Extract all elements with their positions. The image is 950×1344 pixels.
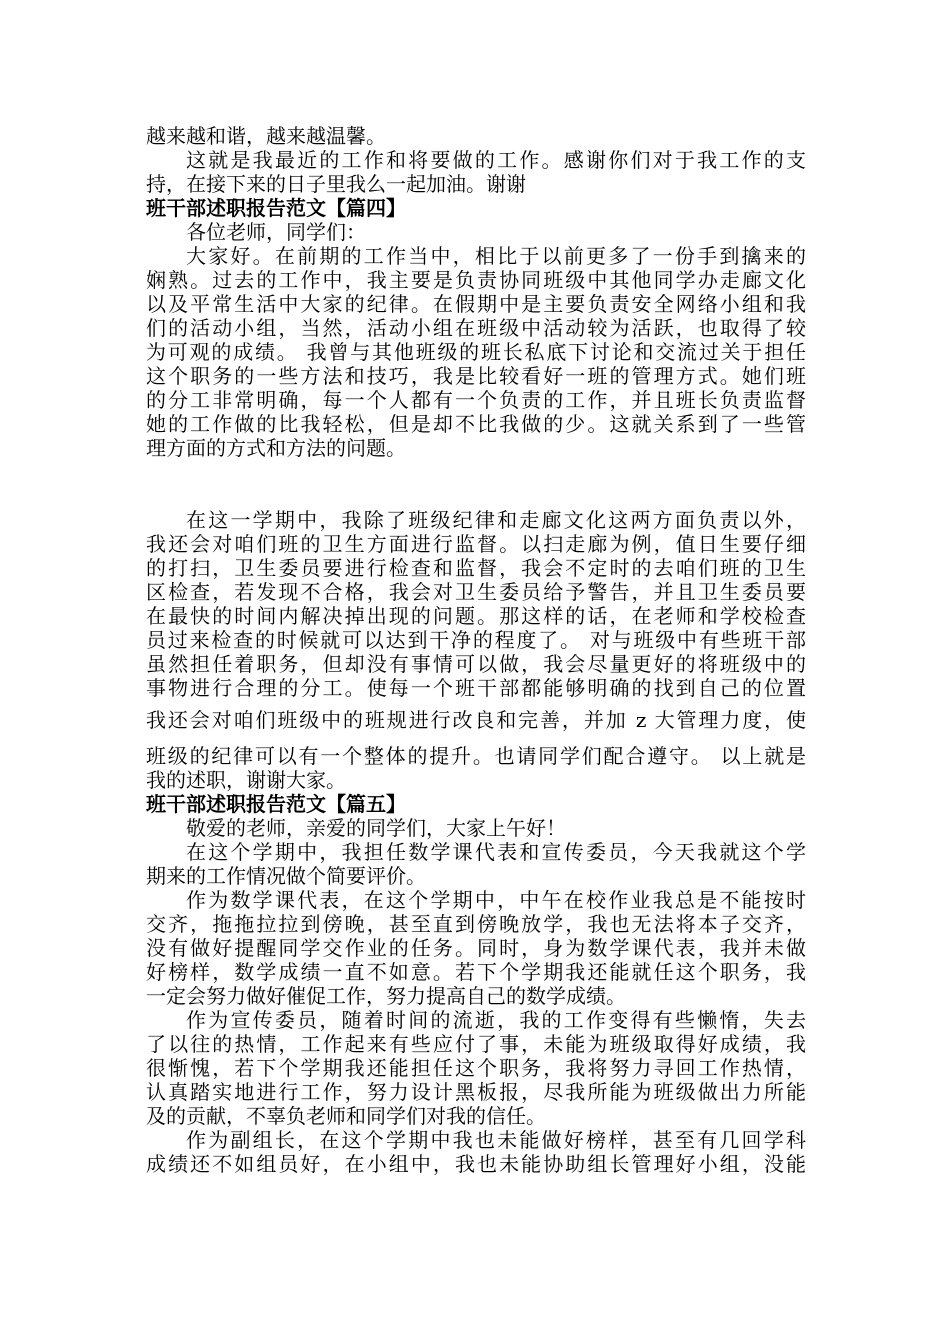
- text-line: 一定会努力做好催促工作，努力提高自己的数学成绩。: [146, 984, 626, 1008]
- text-line: 了以往的热情，工作起来有些应付了事，未能为班级取得好成绩，我: [146, 1032, 806, 1056]
- text-line: 越来越和谐，越来越温馨。: [146, 124, 386, 148]
- text-line: 成绩还不如组员好，在小组中，我也未能协助组长管理好小组，没能: [146, 1152, 806, 1176]
- text-line: 虽然担任着职务，但却没有事情可以做，我会尽量更好的将班级中的: [146, 652, 806, 676]
- text-line: 这个职务的一些方法和技巧，我是比较看好一班的管理方式。她们班: [146, 364, 806, 388]
- text-line: 持，在接下来的日子里我么一起加油。谢谢: [146, 172, 526, 196]
- salutation: 敬爱的老师，亲爱的同学们，大家上午好！: [186, 816, 566, 840]
- paragraph-line: 在这个学期中，我担任数学课代表和宣传委员，今天我就这个学: [186, 840, 806, 864]
- text-line: 她的工作做的比我轻松，但是却不比我做的少。这就关系到了一些管: [146, 412, 806, 436]
- text-line: 期来的工作情况做个简要评价。: [146, 864, 426, 888]
- paragraph-line: 这就是我最近的工作和将要做的工作。感谢你们对于我工作的支: [186, 148, 806, 172]
- text-line: 的分工非常明确，每一个人都有一个负责的工作，并且班长负责监督: [146, 388, 806, 412]
- text-line: 我的述职，谢谢大家。: [146, 768, 346, 792]
- text-line: 们的活动小组，当然，活动小组在班级中活动较为活跃，也取得了较: [146, 316, 806, 340]
- section-heading: 班干部述职报告范文【篇四】: [146, 196, 406, 220]
- text-line: 员过来检查的时候就可以达到干净的程度了。 对与班级中有些班干部: [146, 628, 806, 652]
- text-line: 区检查，若发现不合格，我会对卫生委员给予警告，并且卫生委员要: [146, 580, 806, 604]
- paragraph-line: 作为宣传委员，随着时间的流逝，我的工作变得有些懒惰，失去: [186, 1008, 806, 1032]
- blank-space: [146, 732, 806, 744]
- text-line: 理方面的方式和方法的问题。: [146, 436, 406, 460]
- text-line: 娴熟。过去的工作中，我主要是负责协同班级中其他同学办走廊文化: [146, 268, 806, 292]
- blank-space: [146, 700, 806, 708]
- text-line: 好榜样，数学成绩一直不如意。若下个学期我还能就任这个职务，我: [146, 960, 806, 984]
- text-line: 在最快的时间内解决掉出现的问题。那这样的话，在老师和学校检查: [146, 604, 806, 628]
- text-line: 事物进行合理的分工。使每一个班干部都能够明确的找到自己的位置: [146, 676, 806, 700]
- text-line: 及的贡献，不辜负老师和同学们对我的信任。: [146, 1104, 546, 1128]
- text-line: 以及平常生活中大家的纪律。在假期中是主要负责安全网络小组和我: [146, 292, 806, 316]
- text-line: 我还会对咱们班的卫生方面进行监督。以扫走廊为例，值日生要仔细: [146, 532, 806, 556]
- text-line: 认真踏实地进行工作，努力设计黑板报，尽我所能为班级做出力所能: [146, 1080, 806, 1104]
- text-line: 很惭愧，若下个学期我还能担任这个职务，我将努力寻回工作热情，: [146, 1056, 806, 1080]
- paragraph-line: 作为数学课代表，在这个学期中，中午在校作业我总是不能按时: [186, 888, 806, 912]
- text-line: 的打扫，卫生委员要进行检查和监督，我会不定时的去咱们班的卫生: [146, 556, 806, 580]
- paragraph-line: 大家好。在前期的工作当中，相比于以前更多了一份手到擒来的: [186, 244, 806, 268]
- document-page: [146, 124, 806, 1176]
- salutation: 各位老师，同学们：: [186, 220, 366, 244]
- text-line: 为可观的成绩。 我曾与其他班级的班长私底下讨论和交流过关于担任: [146, 340, 806, 364]
- text-line: 没有做好提醒同学交作业的任务。同时，身为数学课代表，我并未做: [146, 936, 806, 960]
- paragraph-line: 作为副组长，在这个学期中我也未能做好榜样，甚至有几回学科: [186, 1128, 806, 1152]
- blank-space: [146, 460, 806, 508]
- text-line: 我还会对咱们班级中的班规进行改良和完善，并加 z 大管理力度，使: [146, 708, 806, 732]
- text-line: 班级的纪律可以有一个整体的提升。也请同学们配合遵守。 以上就是: [146, 744, 806, 768]
- text-line: 交齐，拖拖拉拉到傍晚，甚至直到傍晚放学，我也无法将本子交齐，: [146, 912, 806, 936]
- section-heading: 班干部述职报告范文【篇五】: [146, 792, 406, 816]
- paragraph-line: 在这一学期中，我除了班级纪律和走廊文化这两方面负责以外，: [186, 508, 806, 532]
